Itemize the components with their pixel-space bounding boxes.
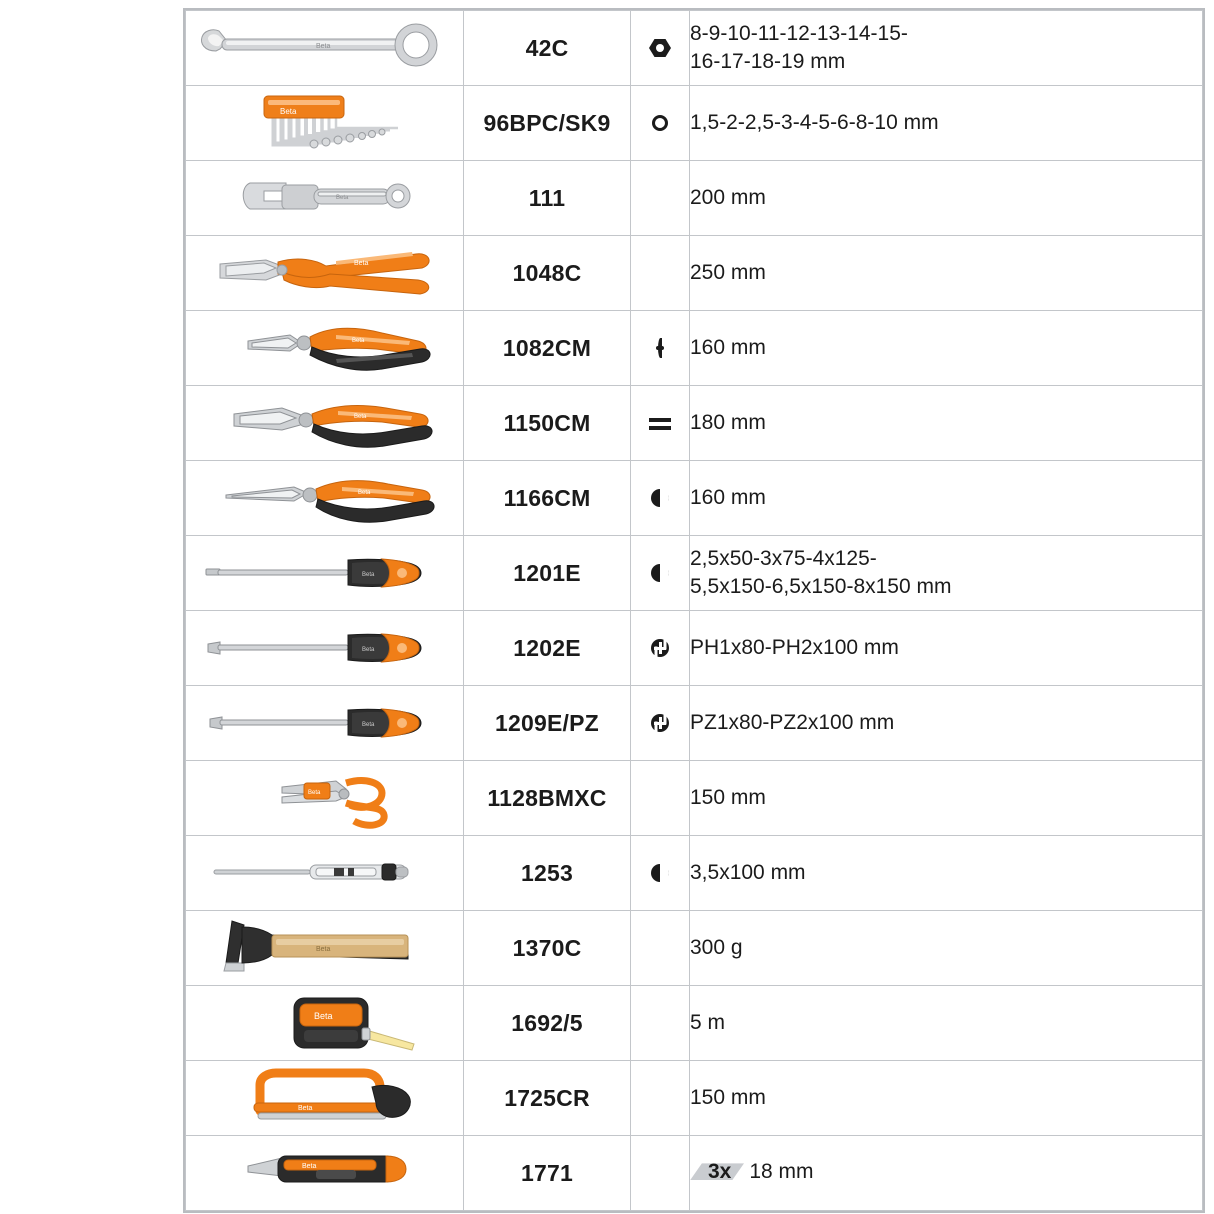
tool-specification — [690, 761, 1203, 836]
table-row — [186, 86, 1203, 161]
table-row — [186, 236, 1203, 311]
tool-code: 1771 — [464, 1136, 631, 1211]
spec-line: 150 mm — [690, 786, 766, 810]
tool-code: 1048C — [464, 236, 631, 311]
tool-specification — [690, 1061, 1203, 1136]
tool-image-adjustable-wrench — [186, 161, 464, 236]
type-icon-cell — [631, 836, 690, 911]
type-icon-cell — [631, 311, 690, 386]
table-row — [186, 836, 1203, 911]
tool-code: 1202E — [464, 611, 631, 686]
tool-image-engineers-hammer — [186, 911, 464, 986]
type-icon-cell — [631, 11, 690, 86]
svg-text:Beta: Beta — [358, 490, 371, 496]
spec-line: 8-9-10-11-12-13-14-15- — [690, 22, 908, 46]
svg-text:Beta: Beta — [314, 1011, 333, 1021]
tool-image-phillips-screwdriver-set — [186, 611, 464, 686]
svg-text:Beta: Beta — [298, 1105, 313, 1112]
table-row — [186, 311, 1203, 386]
table-row — [186, 536, 1203, 611]
type-icon-cell — [631, 461, 690, 536]
tool-code: 1166CM — [464, 461, 631, 536]
type-icon-cell — [631, 761, 690, 836]
tool-specification — [690, 161, 1203, 236]
spec-line: 3,5x100 mm — [690, 861, 806, 885]
cross-icon — [647, 710, 673, 736]
tool-image-slotted-screwdriver-set — [186, 536, 464, 611]
spec-line: 2,5x50-3x75-4x125- — [690, 547, 877, 571]
slotted-icon — [647, 860, 673, 886]
spec-line: 5 m — [690, 1011, 726, 1035]
tool-specification — [690, 836, 1203, 911]
spec-line: 16-17-18-19 mm — [690, 50, 846, 73]
tool-specification — [690, 386, 1203, 461]
tool-image-combination-wrench-set — [186, 11, 464, 86]
tool-image-hex-key-set — [186, 86, 464, 161]
table-row — [186, 386, 1203, 461]
cross-icon — [647, 635, 673, 661]
tool-code: 1128BMXC — [464, 761, 631, 836]
tool-code: 1209E/PZ — [464, 686, 631, 761]
spec-line: 180 mm — [690, 411, 766, 435]
type-icon-cell — [631, 911, 690, 986]
svg-text:Beta: Beta — [354, 414, 367, 420]
table-row — [186, 986, 1203, 1061]
spec-line: 300 g — [690, 936, 743, 960]
tool-image-hacksaw — [186, 1061, 464, 1136]
tool-image-diagonal-cutting-pliers — [186, 311, 464, 386]
svg-text:Beta: Beta — [352, 338, 365, 344]
spec-line: 200 mm — [690, 186, 766, 210]
blade-count-label: 3x — [708, 1159, 732, 1183]
svg-text:Beta: Beta — [362, 647, 375, 653]
spec-line: 5,5x150-6,5x150-8x150 mm — [690, 575, 952, 598]
type-icon-cell — [631, 611, 690, 686]
tool-code: 1370C — [464, 911, 631, 986]
tool-code: 1253 — [464, 836, 631, 911]
type-icon-cell — [631, 1136, 690, 1211]
tool-image-combination-pliers — [186, 386, 464, 461]
svg-text:Beta: Beta — [316, 43, 331, 50]
tool-image-pozidriv-screwdriver-set — [186, 686, 464, 761]
spec-line: PH1x80-PH2x100 mm — [690, 636, 899, 660]
tool-specification — [690, 461, 1203, 536]
tool-code: 1150CM — [464, 386, 631, 461]
tool-code: 1692/5 — [464, 986, 631, 1061]
tool-specification — [690, 911, 1203, 986]
hex-nut-icon — [647, 35, 673, 61]
spec-line: 1,5-2-2,5-3-4-5-6-8-10 mm — [690, 111, 939, 135]
table-row — [186, 461, 1203, 536]
tool-image-measuring-tape — [186, 986, 464, 1061]
tool-specification — [690, 536, 1203, 611]
table-row — [186, 611, 1203, 686]
table-row — [186, 686, 1203, 761]
table-row — [186, 911, 1203, 986]
spec-line: 150 mm — [690, 1086, 766, 1110]
table-row — [186, 1061, 1203, 1136]
slotted-icon — [647, 485, 673, 511]
type-icon-cell — [631, 386, 690, 461]
table-row — [186, 761, 1203, 836]
spec-line: PZ1x80-PZ2x100 mm — [690, 711, 895, 735]
tool-specification — [690, 1136, 1203, 1211]
tool-image-long-nose-pliers — [186, 461, 464, 536]
svg-text:Beta: Beta — [280, 107, 297, 116]
type-icon-cell — [631, 1061, 690, 1136]
tool-specification — [690, 236, 1203, 311]
blade-count-badge — [690, 1158, 848, 1186]
tool-code: 111 — [464, 161, 631, 236]
table-row — [186, 161, 1203, 236]
cutting-edge-icon — [647, 335, 673, 361]
spec-line: 160 mm — [690, 336, 766, 360]
tool-specification — [690, 686, 1203, 761]
svg-text:Beta: Beta — [362, 722, 375, 728]
tool-specification — [690, 611, 1203, 686]
svg-text:Beta: Beta — [308, 790, 321, 796]
tool-image-voltage-tester-screwdriver — [186, 836, 464, 911]
svg-text:Beta: Beta — [354, 260, 369, 267]
tool-image-water-pump-pliers — [186, 236, 464, 311]
double-dash-icon — [647, 410, 673, 436]
type-icon-cell — [631, 161, 690, 236]
type-icon-cell — [631, 236, 690, 311]
tool-code: 42C — [464, 11, 631, 86]
type-icon-cell — [631, 686, 690, 761]
svg-text:Beta: Beta — [302, 1163, 317, 1170]
type-icon-cell — [631, 536, 690, 611]
svg-text:Beta: Beta — [316, 946, 331, 953]
tool-code: 1725CR — [464, 1061, 631, 1136]
type-icon-cell — [631, 86, 690, 161]
svg-text:Beta: Beta — [362, 572, 375, 578]
tool-specification — [690, 86, 1203, 161]
tool-code: 96BPC/SK9 — [464, 86, 631, 161]
hex-socket-icon — [647, 110, 673, 136]
tool-list-table-container — [183, 8, 1205, 1213]
spec-line: 18 mm — [749, 1159, 814, 1183]
slotted-icon — [647, 560, 673, 586]
table-row — [186, 11, 1203, 86]
tool-specification — [690, 11, 1203, 86]
spec-line: 160 mm — [690, 486, 766, 510]
tool-code: 1201E — [464, 536, 631, 611]
svg-text:Beta: Beta — [336, 195, 349, 201]
tool-image-electrician-scissors — [186, 761, 464, 836]
tool-specification — [690, 311, 1203, 386]
type-icon-cell — [631, 986, 690, 1061]
table-row — [186, 1136, 1203, 1211]
tool-list-table — [185, 10, 1203, 1211]
spec-line: 250 mm — [690, 261, 766, 285]
tool-image-utility-knife — [186, 1136, 464, 1211]
tool-code: 1082CM — [464, 311, 631, 386]
tool-specification — [690, 986, 1203, 1061]
